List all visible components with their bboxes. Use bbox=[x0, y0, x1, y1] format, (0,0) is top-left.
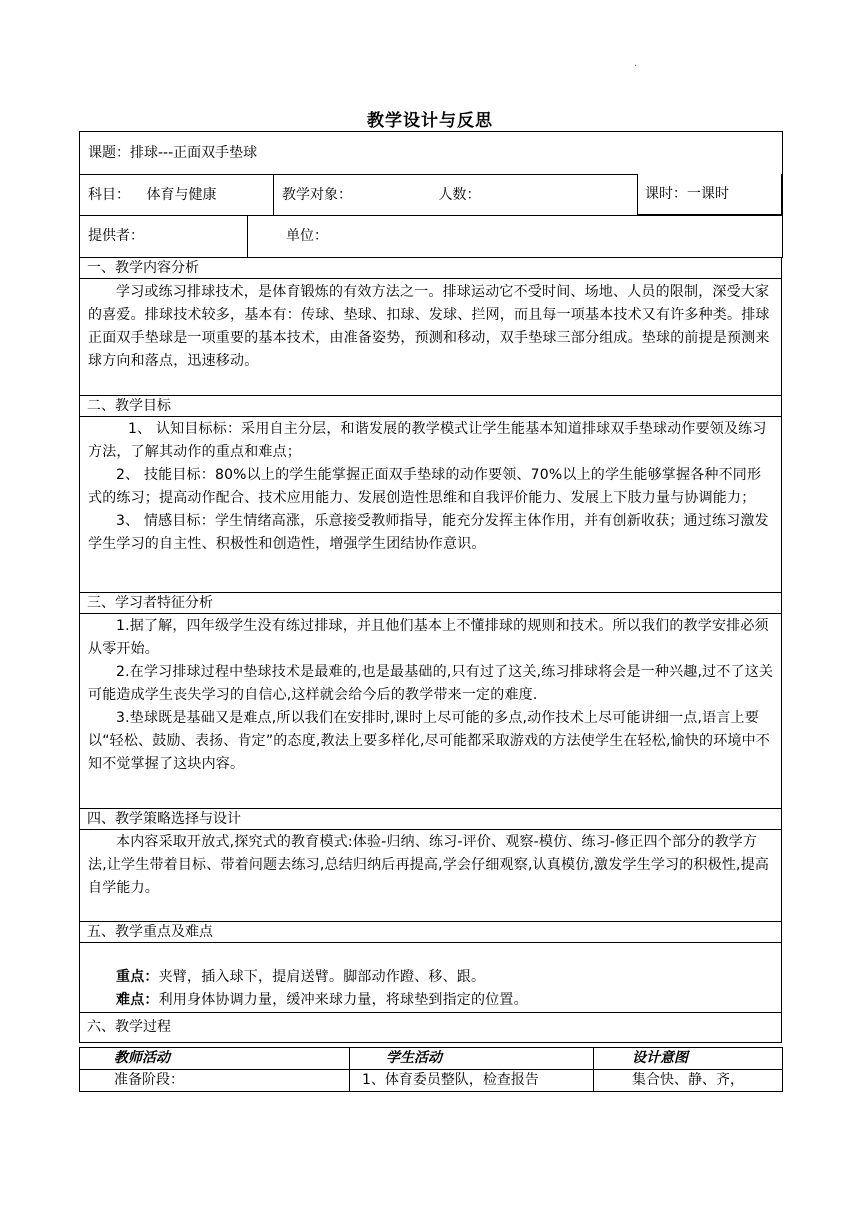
header-dot: . bbox=[634, 58, 638, 69]
section-6-heading: 六、教学过程 bbox=[80, 1012, 782, 1042]
section-5-body bbox=[80, 942, 782, 1012]
subject-label: 科目： bbox=[88, 186, 130, 203]
section-2-body bbox=[80, 416, 782, 592]
learner-point-1: 1.据了解，四年级学生没有练过排球，并且他们基本上不懂排球的规则和技术。所以我们的教学安排必须从零开始。 bbox=[88, 617, 769, 657]
section-4-heading: 四、教学策略选择与设计 bbox=[80, 808, 782, 829]
goal-skill: 2、 技能目标：80%以上的学生能掌握正面双手垫球的动作要领、70%以上的学生能够掌握各种不同形式的练习；提高动作配合、技术应用能力、发展创造性思维和自我评价能力、发展上下肢力量与协调能力； bbox=[88, 466, 762, 506]
topic-cell bbox=[80, 132, 783, 175]
subject-cell bbox=[80, 175, 274, 216]
content-table bbox=[79, 258, 782, 1043]
key-point-label: 重点： bbox=[116, 968, 159, 985]
col-student-activity: 学生活动 bbox=[350, 1047, 594, 1069]
document-title: 教学设计与反思 bbox=[367, 111, 493, 131]
section-2-heading: 二、教学目标 bbox=[80, 395, 782, 416]
section-5-heading: 五、教学重点及难点 bbox=[80, 921, 782, 942]
unit-cell bbox=[248, 216, 783, 257]
lesson-plan-form bbox=[79, 131, 782, 1092]
goal-cognitive: 1、 认知目标标：采用自主分层，和谐发展的教学模式让学生能基本知道排球双手垫球动作要领及练习方法，了解其动作的重点和难点； bbox=[88, 420, 767, 460]
period-cell-overlay bbox=[637, 174, 782, 215]
row-prep-intent: 集合快、静、齐， bbox=[594, 1069, 783, 1091]
provider-cell bbox=[80, 216, 248, 257]
topic-text: 课题：排球---正面双手垫球 bbox=[88, 144, 258, 161]
provider-table bbox=[79, 216, 783, 258]
learner-point-2: 2.在学习排球过程中垫球技术是最难的,也是最基础的,只有过了这关,练习排球将会是一种兴趣,过不了这关可能造成学生丧失学习的自信心,这样就会给今后的教学带来一定的难度. bbox=[88, 663, 774, 703]
learner-point-3: 3.垫球既是基础又是难点,所以我们在安排时,课时上尽可能的多点,动作技术上尽可能讲细一点,语言上要以“轻松、鼓励、表扬、肯定”的态度,教法上要多样化,尽可能都采取游戏的方法使学生在轻松,愉快的环境中不知不觉掌握了这块内容。 bbox=[88, 709, 771, 772]
count-label: 人数： bbox=[438, 186, 481, 203]
col-design-intent: 设计意图 bbox=[594, 1047, 783, 1069]
provider-label: 提供者： bbox=[88, 227, 144, 244]
difficulty-text: 利用身体协调力量，缓冲来球力量，将球垫到指定的位置。 bbox=[158, 991, 528, 1008]
audience-label: 教学对象： bbox=[282, 186, 352, 203]
section-1-body bbox=[80, 278, 782, 395]
section-1-paragraph: 学习或练习排球技术，是体育锻炼的有效方法之一。排球运动它不受时间、场地、人员的限制，深受大家的喜爱。排球技术较多，基本有：传球、垫球、扣球、发球、拦网，而且每一项基本技术又有许多种类。排球正面双手垫球是一项重要的基本技术，由准备姿势，预测和移动，双手垫球三部分组成。垫球的前提是预测来球方向和落点，迅速移动。 bbox=[88, 283, 770, 369]
subject-value: 体育与健康 bbox=[146, 186, 217, 203]
row-prep-student: 1、体育委员整队，检查报告 bbox=[350, 1069, 594, 1091]
section-1-heading: 一、教学内容分析 bbox=[80, 258, 782, 279]
period-value: 一课时 bbox=[687, 186, 729, 202]
strategy-paragraph: 本内容采取开放式,探究式的教育模式:体验-归纳、练习-评价、观察-模仿、练习-修正四个部分的教学方法,让学生带着目标、带着问题去练习,总结归纳后再提高,学会仔细观察,认真模仿,激发学生学习的积极性,提高自学能力。 bbox=[88, 833, 770, 896]
section-3-body bbox=[80, 613, 782, 808]
section-3-heading: 三、学习者特征分析 bbox=[80, 592, 782, 613]
unit-label: 单位： bbox=[286, 227, 328, 244]
period-label: 课时： bbox=[645, 186, 687, 202]
col-teacher-activity: 教师活动 bbox=[80, 1047, 350, 1069]
goal-affective: 3、 情感目标：学生情绪高涨，乐意接受教师指导，能充分发挥主体作用，并有创新收获；通过练习激发学生学习的自主性、积极性和创造性，增强学生团结协作意识。 bbox=[88, 512, 769, 552]
row-prep-teacher: 准备阶段： bbox=[80, 1069, 350, 1091]
process-table bbox=[79, 1047, 783, 1092]
key-point-text: 夹臂，插入球下，提肩送臂。脚部动作蹬、移、跟。 bbox=[158, 968, 486, 985]
difficulty-label: 难点： bbox=[116, 991, 159, 1008]
section-4-body bbox=[80, 829, 782, 921]
